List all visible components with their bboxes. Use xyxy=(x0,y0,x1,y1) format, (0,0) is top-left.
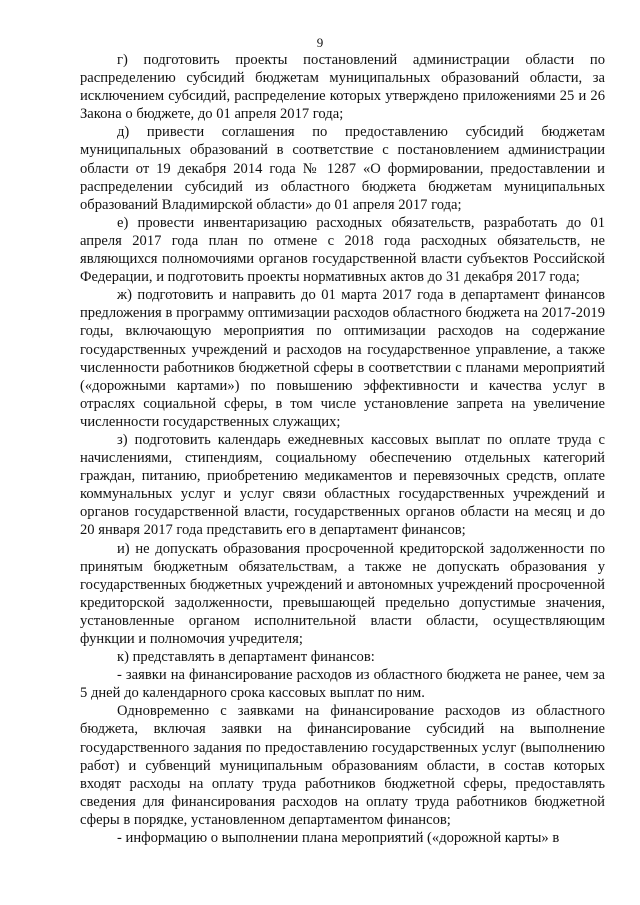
list-item-requests: - заявки на финансирование расходов из областного бюджета не ранее, чем за 5 дней до календарного срока кассовых выплат по ним. xyxy=(80,667,605,702)
paragraph-g: г) подготовить проекты постановлений администрации области по распределению субсидий бюджетам муниципальных образований области, за исключением субсидий, распределение которых утверждено приложениями 25 и 26 Закона о бюджете, до 01 апреля 2017 года; xyxy=(80,52,605,123)
page-number: 9 xyxy=(316,35,324,50)
paragraph-d: д) привести соглашения по предоставлению субсидий бюджетам муниципальных образований в соответствие с постановлением администрации области от 19 декабря 2014 года № 1287 «О формировании, предоставлении и распределении субсидий из областного бюджета бюджетам муниципальных образований Владимирской области» до 01 апреля 2017 года; xyxy=(80,124,605,213)
paragraph-k: к) представлять в департамент финансов: xyxy=(117,649,375,666)
paragraph-e: е) провести инвентаризацию расходных обязательств, разработать до 01 апреля 2017 года план по отмене с 2018 года расходных обязательств, не являющихся полномочиями органов государственной власти субъектов Российской Федерации, и подготовить проекты нормативных актов до 31 декабря 2017 года; xyxy=(80,214,605,286)
paragraph-z: з) подготовить календарь ежедневных кассовых выплат по оплате труда с начислениями, стипендиям, социальному обеспечению отдельных категорий граждан, питанию, приобретению медикаментов и перевязочных средств, оплате коммунальных услуг и услуг связи областных государственных учреждений и органов государственной власти, государственных органов области на месяц и до 20 января 2017 года представить его в департамент финансов; xyxy=(80,431,605,539)
list-item-roadmap-info: - информацию о выполнении плана мероприятий («дорожной карты» в xyxy=(117,830,560,847)
paragraph-i: и) не допускать образования просроченной кредиторской задолженности по принятым бюджетным обязательствам, а также не допускать образования у государственных бюджетных учреждений и автономных учреждений просроченной кредиторской задолженности, превышающей предельно допустимые значения, установленные органом исполнительной власти области, осуществляющим функции и полномочия учредителя; xyxy=(80,540,605,647)
paragraph-zh: ж) подготовить и направить до 01 марта 2017 года в департамент финансов предложения в программу оптимизации расходов областного бюджета на 2017-2019 годы, включающую мероприятия по оптимизации расходов на содержание государственных учреждений и расходов на государственное управление, а также численности работников бюджетной сферы в соответствии с планами мероприятий («дорожными картами») по повышению эффективности и качества услуг в отраслях социальной сферы, в том числе установление запрета на увеличение численности государственных служащих; xyxy=(80,287,605,430)
paragraph-simultaneously: Одновременно с заявками на финансирование расходов из областного бюджета, включая заявки на финансирование субсидий на выполнение государственного задания по предоставлению государственных услуг (выполнению работ) и субвенций муниципальным образованиям области, в состав которых входят расходы на оплату труда работников бюджетной сферы, предоставлять сведения для финансирования расходов на оплату труда работников бюджетной сферы в порядке, установленном департаментом финансов; xyxy=(80,703,605,828)
document-body xyxy=(80,51,605,847)
